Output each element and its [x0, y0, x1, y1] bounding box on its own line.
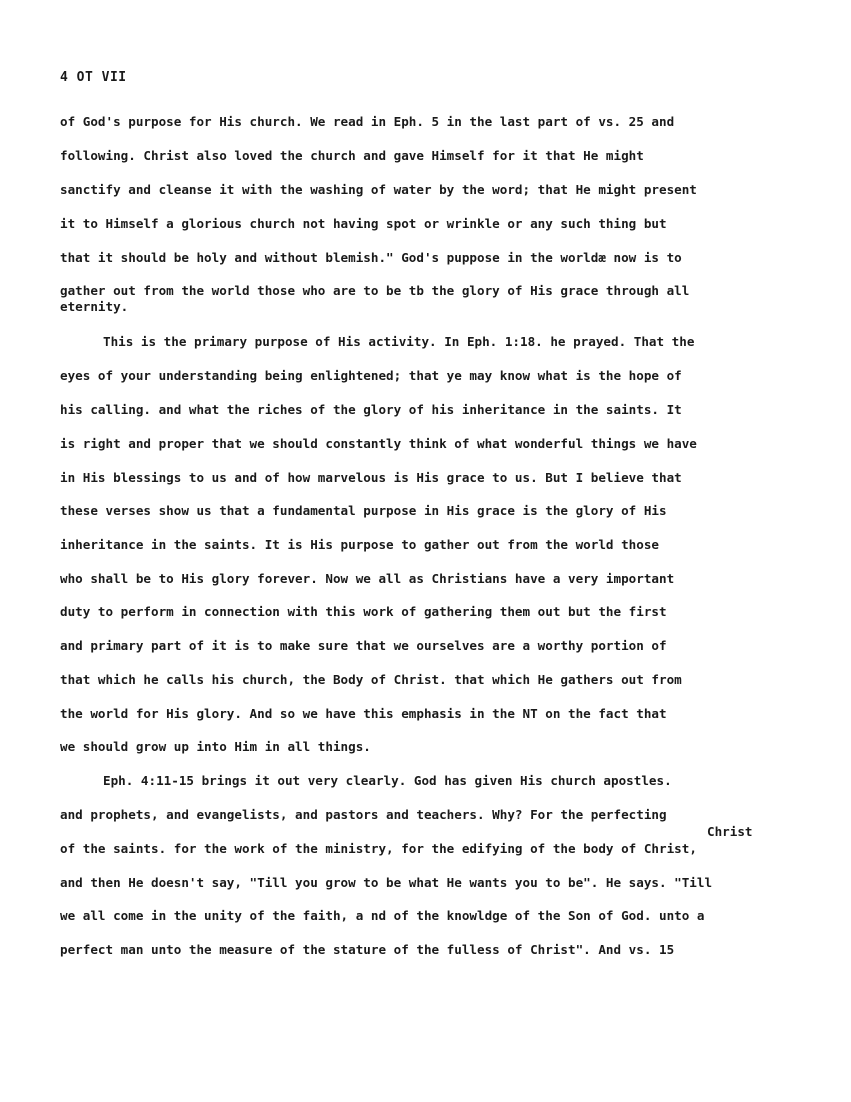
- text-line: and prophets, and evangelists, and pastors and teachers. Why? For the perfecting: [60, 807, 667, 822]
- text-line: of God's purpose for His church. We read in Eph. 5 in the last part of vs. 25 and: [60, 114, 675, 129]
- text-line: perfect man unto the measure of the stature of the fulless of Christ". And vs. 15: [60, 942, 675, 957]
- text-line: gather out from the world those who are to be tb the glory of His grace through all: [60, 283, 690, 298]
- text-line: eternity.: [60, 299, 129, 314]
- text-line: that it should be holy and without blemish." God's puppose in the worldæ now is to: [60, 250, 682, 265]
- text-line: [60, 841, 697, 856]
- text-line: and then He doesn't say, "Till you grow to be what He wants you to be". He says. "Till: [60, 875, 713, 890]
- text-line: who shall be to His glory forever. Now we all as Christians have a very important: [60, 571, 675, 586]
- struck-word: Christ,: [643, 841, 697, 856]
- page-header: 4 OT VII: [60, 70, 127, 85]
- text-line: duty to perform in connection with this work of gathering them out but the first: [60, 604, 667, 619]
- text-line: his calling. and what the riches of the glory of his inheritance in the saints. It: [60, 402, 682, 417]
- text-line: the world for His glory. And so we have this emphasis in the NT on the fact that: [60, 706, 667, 721]
- text-line: and primary part of it is to make sure that we ourselves are a worthy portion of: [60, 638, 667, 653]
- text-line: we all come in the unity of the faith, a nd of the knowldge of the Son of God. unto a: [60, 908, 705, 923]
- text-line: we should grow up into Him in all things.: [60, 739, 371, 754]
- text-line: that which he calls his church, the Body of Christ. that which He gathers out from: [60, 672, 682, 687]
- interlinear-correction: Christ: [707, 824, 753, 839]
- text-line: eyes of your understanding being enlightened; that ye may know what is the hope of: [60, 368, 682, 383]
- text-line: is right and proper that we should constantly think of what wonderful things we have: [60, 436, 697, 451]
- text-line: sanctify and cleanse it with the washing of water by the word; that He might present: [60, 182, 697, 197]
- text-line-segment: of the saints. for the work of the ministry, for the edifying of the body of: [60, 841, 644, 856]
- text-line: it to Himself a glorious church not having spot or wrinkle or any such thing but: [60, 216, 667, 231]
- text-line: in His blessings to us and of how marvelous is His grace to us. But I believe that: [60, 470, 682, 485]
- text-line: This is the primary purpose of His activity. In Eph. 1:18. he prayed. That the: [103, 334, 695, 349]
- text-line: inheritance in the saints. It is His purpose to gather out from the world those: [60, 537, 659, 552]
- text-line: Eph. 4:11-15 brings it out very clearly. God has given His church apostles.: [103, 773, 672, 788]
- text-line: following. Christ also loved the church and gave Himself for it that He might: [60, 148, 644, 163]
- text-line: these verses show us that a fundamental purpose in His grace is the glory of His: [60, 503, 667, 518]
